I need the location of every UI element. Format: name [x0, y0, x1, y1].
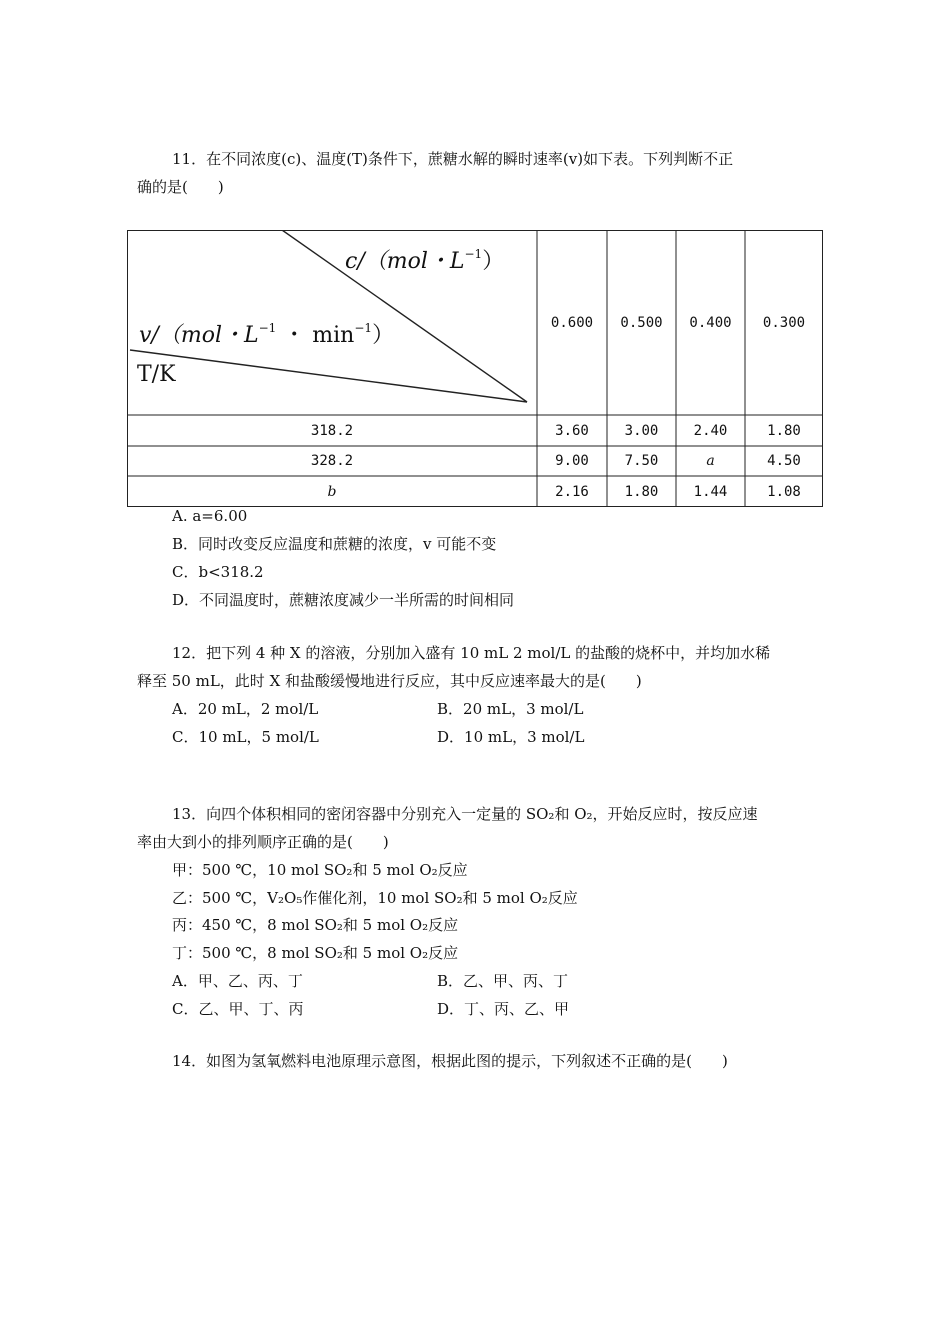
q11-option-b: B．同时改变反应温度和蔗糖的浓度，v 可能不变	[172, 535, 497, 553]
table-cell: 4.50	[767, 453, 801, 469]
q11-stem-line2: 确的是( )	[137, 178, 224, 196]
q13-condition-jia: 甲：500 ℃，10 mol SO₂和 5 mol O₂反应	[172, 861, 468, 879]
q13-condition-ding: 丁：500 ℃，8 mol SO₂和 5 mol O₂反应	[172, 944, 459, 962]
q13-stem-line1: 13．向四个体积相同的密闭容器中分别充入一定量的 SO₂和 O₂，开始反应时，按反应速	[172, 805, 758, 823]
table-cell: 1.44	[693, 483, 728, 500]
table-cell: 2.40	[693, 422, 728, 439]
q13-option-d: D．丁、丙、乙、甲	[437, 1000, 570, 1018]
table-cell: 1.80	[624, 483, 659, 500]
q13-option-a: A．甲、乙、丙、丁	[172, 972, 303, 990]
q13-stem-line2: 率由大到小的排列顺序正确的是( )	[137, 833, 389, 851]
q14-stem-line1: 14．如图为氢氧燃料电池原理示意图，根据此图的提示，下列叙述不正确的是( )	[172, 1052, 728, 1070]
row-temperature: 318.2	[310, 422, 354, 439]
q11-option-a: A. a=6.00	[172, 507, 248, 525]
table-cell: 9.00	[555, 453, 589, 469]
table-cell: 1.80	[767, 422, 801, 439]
column-header: 0.500	[620, 314, 663, 331]
table-cell: 3.00	[624, 422, 659, 439]
q13-condition-bing: 丙：450 ℃，8 mol SO₂和 5 mol O₂反应	[172, 916, 459, 934]
table-cell-unknown-a: a	[706, 453, 715, 469]
table-cell: 1.08	[767, 483, 801, 500]
column-header: 0.300	[762, 314, 806, 331]
q12-option-a: A．20 mL，2 mol/L	[172, 700, 319, 718]
header-temperature-label: T/K	[137, 362, 176, 387]
q13-option-c: C．乙、甲、丁、丙	[172, 1000, 304, 1018]
header-rate-label: v/（mol・$L^{-1}$ ・ $\min^{-1}$）	[139, 321, 395, 348]
q12-stem-line2: 释至 50 mL，此时 X 和盐酸缓慢地进行反应，其中反应速率最大的是( )	[137, 672, 642, 690]
table-cell: 2.16	[555, 483, 589, 500]
q11-data-table	[127, 230, 823, 507]
q12-option-c: C．10 mL，5 mol/L	[172, 728, 319, 746]
q12-option-b: B．20 mL，3 mol/L	[437, 700, 584, 718]
table-cell: 3.60	[555, 422, 589, 439]
column-header: 0.400	[689, 314, 732, 331]
q11-stem-line1: 11．在不同浓度(c)、温度(T)条件下，蔗糖水解的瞬时速率(v)如下表。下列判断不正	[172, 150, 734, 168]
row-temperature-unknown-b: b	[327, 483, 337, 500]
header-concentration-label: c/（mol・$L^{-1}$）	[345, 247, 505, 274]
q13-option-b: B．乙、甲、丙、丁	[437, 972, 569, 990]
q12-option-d: D．10 mL，3 mol/L	[437, 728, 585, 746]
table-cell: 7.50	[624, 453, 659, 469]
column-header: 0.600	[550, 314, 594, 331]
q11-option-c: C．b<318.2	[172, 563, 264, 581]
q11-option-d: D．不同温度时，蔗糖浓度减少一半所需的时间相同	[172, 591, 515, 609]
q13-condition-yi: 乙：500 ℃，V₂O₅作催化剂，10 mol SO₂和 5 mol O₂反应	[172, 889, 578, 907]
row-temperature: 328.2	[310, 453, 354, 469]
q12-stem-line1: 12．把下列 4 种 X 的溶液，分别加入盛有 10 mL 2 mol/L 的盐酸的烧杯中，并均加水稀	[172, 644, 771, 662]
